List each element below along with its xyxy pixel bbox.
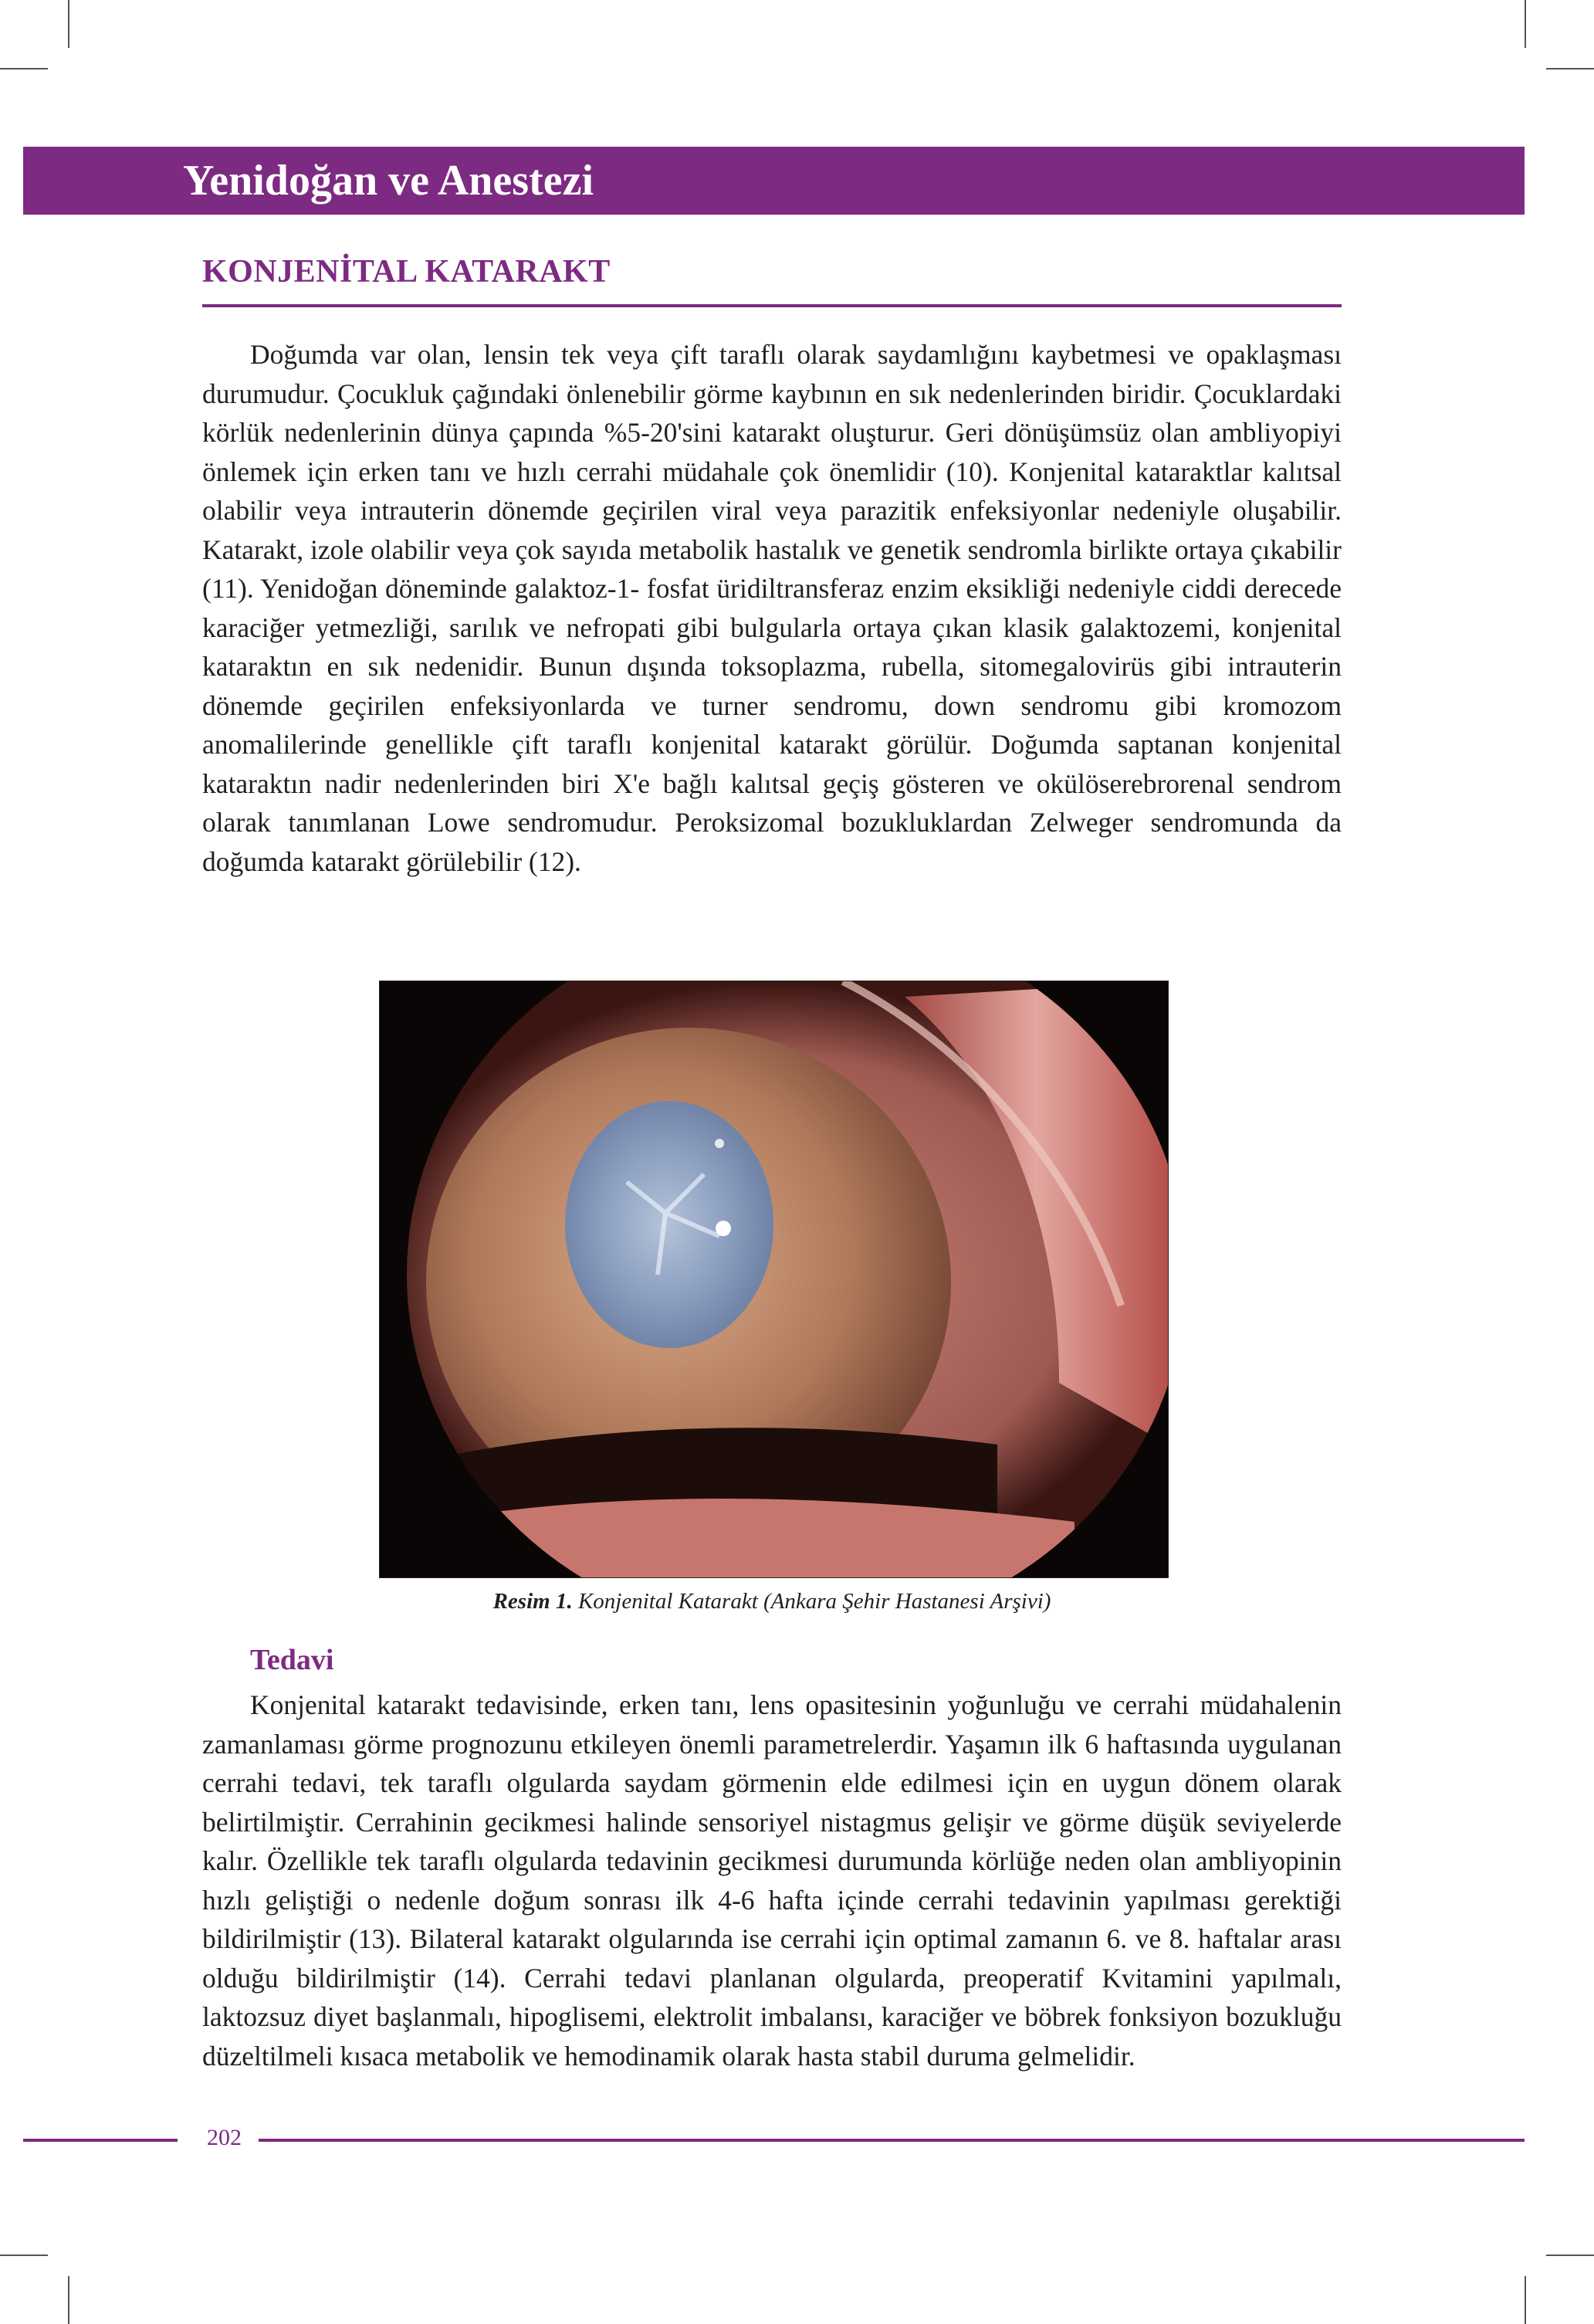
crop-mark bbox=[0, 68, 48, 69]
eye-illustration bbox=[380, 981, 1168, 1577]
crop-mark bbox=[68, 2276, 69, 2324]
crop-mark bbox=[1546, 2255, 1594, 2256]
running-header-title: Yenidoğan ve Anestezi bbox=[183, 157, 594, 205]
footer-rule bbox=[23, 2139, 178, 2142]
subsection-title: Tedavi bbox=[250, 1644, 334, 1676]
caption-text: Konjenital Katarakt (Ankara Şehir Hastanesi Arşivi) bbox=[572, 1589, 1051, 1614]
crop-mark bbox=[0, 2255, 48, 2256]
crop-mark bbox=[1525, 0, 1526, 48]
footer-rule bbox=[259, 2139, 1525, 2142]
crop-mark bbox=[1546, 68, 1594, 69]
body-paragraph: Doğumda var olan, lensin tek veya çift taraflı olarak saydamlığını kaybetmesi ve opaklaşması durumudur. Çocukluk çağındaki önlenebilir görme kaybının en sık nedenlerinden biridir. Çocuklardaki körlük nedenlerinin dünya çapında %5-20'sini katarakt oluşturur. Geri dönüşümsüz olan ambliyopiyi önlemek için erken tanı ve hızlı cerrahi müdahale çok önemlidir (10). Konjenital kataraktlar kalıtsal olabilir veya intrauterin dönemde geçirilen viral veya parazitik enfeksiyonlar nedeniyle oluşabilir. Katarakt, izole olabilir veya çok sayıda metabolik hastalık ve genetik sendromla birlikte ortaya çıkabilir (11). Yenidoğan döneminde galaktoz-1- fosfat üridiltransferaz enzim eksikliği nedeniyle ciddi derecede karaciğer yetmezliği, sarılık ve nefropati gibi bulgularla ortaya çıkan klasik galaktozemi, konjenital kataraktın en sık nedenidir. Bunun dışında toksoplazma, rubella, sitomegalovirüs gibi intrauterin dönemde geçirilen enfeksiyonlarda ve turner sendromu, down sendromu gibi kromozom anomalilerinde genellikle çift taraflı konjenital katarakt görülür. Doğumda saptanan konjenital kataraktın nadir nedenlerinden biri X'e bağlı kalıtsal geçiş gösteren ve okülöserebrorenal sendrom olarak tanımlanan Lowe sendromudur. Peroksizomal bozukluklardan Zelweger sendromunda da doğumda katarakt görülebilir (12). bbox=[202, 339, 1342, 877]
crop-mark bbox=[1525, 2276, 1526, 2324]
section-title: KONJENİTAL KATARAKT bbox=[202, 254, 611, 290]
page-number: 202 bbox=[207, 2125, 242, 2150]
body-paragraph: Konjenital katarakt tedavisinde, erken tanı, lens opasitesinin yoğunluğu ve cerrahi müdahalenin zamanlaması görme prognozunu etkileyen önemli parametrelerdir. Yaşamın ilk 6 haftasında uygulanan cerrahi tedavi, tek taraflı olgularda saydam görmenin elde edilmesi için en uygun dönem olarak belirtilmiştir. Cerrahinin gecikmesi halinde sensoriyel nistagmus gelişir ve görme düşük seviyelerde kalır. Özellikle tek taraflı olgularda tedavinin gecikmesi durumunda körlüğe neden olan ambliyopinin hızlı geliştiği o nedenle doğum sonrası ilk 4-6 hafta içinde cerrahi tedavinin yapılması gerektiği bildirilmiştir (13). Bilateral katarakt olgularında ise cerrahi için optimal zamanın 6. ve 8. haftalar arası olduğu bildirilmiştir (14). Cerrahi tedavi planlanan olgularda, preoperatif Kvitamini yapılmalı, laktozsuz diyet başlanmalı, hipoglisemi, elektrolit imbalansı, karaciğer ve böbrek fonksiyon bozukluğu düzeltilmeli kısaca metabolik ve hemodinamik olarak hasta stabil duruma gelmelidir. bbox=[202, 1689, 1342, 2072]
cataract-eye-photo bbox=[379, 981, 1169, 1578]
section-divider bbox=[202, 304, 1342, 307]
crop-mark bbox=[68, 0, 69, 48]
figure-caption bbox=[202, 1589, 1342, 1614]
caption-label: Resim 1. bbox=[492, 1589, 573, 1614]
